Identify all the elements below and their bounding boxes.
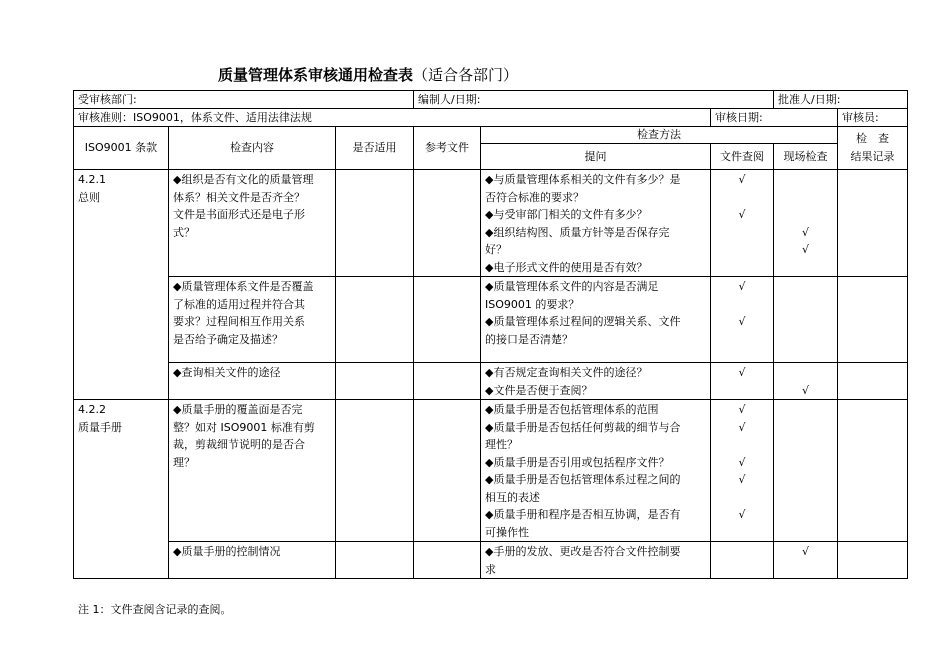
doc-review-cell [711,400,774,542]
col-applicable: 是否适用 [336,127,414,170]
table-row [74,542,908,579]
ref-docs-cell [414,277,481,363]
doc-review-cell [711,277,774,363]
question-line: ◆质量手册是否引用或包括程序文件？ [485,455,670,469]
content-line: 要求？过程间相互作用关系 [173,315,305,328]
clause-code: 4.2.2 [78,403,106,416]
auditor-label: 审核员: [838,109,908,127]
check-mark [774,331,837,349]
audit-date-label: 审核日期: [711,109,838,127]
question-line: 求 [485,562,496,576]
doc-review-cell [711,170,774,277]
ref-docs-cell [414,170,481,277]
check-mark [774,278,837,296]
question-line: 可操作性 [485,525,529,539]
title-main: 质量管理体系审核通用检查表 [218,66,414,84]
check-mark: √ [801,225,809,239]
table-row [74,170,908,277]
content-line: 了标准的适用过程并符合其 [173,297,305,311]
content-cell [169,277,336,363]
criteria-label: 审核准则：ISO9001，体系文件、适用法律法规 [74,109,711,127]
col-doc-review: 文件查阅 [711,144,774,170]
onsite-cell [774,542,838,579]
col-method: 检查方法 [481,127,838,144]
content-line: 体系？相关文件是否齐全？ [173,190,305,204]
question-line: 相互的表述 [485,490,540,504]
check-mark [711,561,773,579]
content-line: ◆组织是否有文化的质量管理 [173,173,314,186]
content-cell [169,542,336,579]
clause-cell [74,400,169,579]
col-result [838,127,908,170]
check-mark [774,471,837,489]
col-result-line-2: 结果记录 [850,150,895,163]
check-mark [774,364,837,382]
content-line: 整？如对 ISO9001 标准有剪 [173,420,315,434]
check-mark: √ [801,383,809,397]
result-cell [838,277,908,363]
dept-label: 受审核部门: [74,91,414,109]
col-clause: ISO9001 条款 [74,127,169,170]
check-mark [774,561,837,579]
check-mark [711,224,773,242]
question-line: ◆与质量管理体系相关的文件有多少？是 [485,173,681,186]
doc-review-cell [711,363,774,400]
question-line: ◆质量管理体系文件的内容是否满足 [485,280,659,293]
col-question: 提问 [481,144,711,170]
check-mark [774,419,837,437]
question-line: 好？ [485,243,507,256]
content-line: 理？ [173,455,195,469]
question-line: ◆质量手册和程序是否相互协调，是否有 [485,508,681,521]
column-header-row-1 [74,127,908,144]
check-mark [774,401,837,419]
question-line: ◆组织结构图、质量方针等是否保存完 [485,225,670,239]
check-mark [711,436,773,454]
col-content: 检查内容 [169,127,336,170]
header-row-1 [74,91,908,109]
table-row [74,400,908,542]
check-mark [711,331,773,349]
check-mark [774,506,837,524]
onsite-cell [774,400,838,542]
check-mark [711,189,773,207]
page-title [218,64,518,85]
applicable-cell [336,170,414,277]
result-cell [838,170,908,277]
question-line: 否符合标准的要求？ [485,190,584,204]
check-mark [774,189,837,207]
content-line: 裁，剪裁细节说明的是否合 [173,438,305,451]
clause-code: 4.2.1 [78,173,106,186]
check-mark [774,206,837,224]
clause-cell [74,170,169,400]
content-cell [169,363,336,400]
check-mark [774,489,837,507]
check-mark [774,259,837,277]
check-mark [711,543,773,561]
question-line: ◆质量手册是否包括管理体系过程之间的 [485,473,681,486]
check-mark: √ [738,455,746,469]
check-mark [711,241,773,259]
col-onsite: 现场检查 [774,144,838,170]
check-mark [774,313,837,331]
check-mark: √ [738,173,746,186]
check-mark: √ [801,545,809,558]
check-mark: √ [738,208,746,221]
content-cell [169,170,336,277]
onsite-cell [774,363,838,400]
check-mark [711,524,773,542]
check-mark [774,436,837,454]
question-cell [481,400,711,542]
check-mark: √ [738,315,746,328]
check-mark [774,296,837,314]
content-line: 文件是书面形式还是电子形 [173,208,305,221]
checklist-table [73,90,908,579]
table-row [74,277,908,363]
doc-review-cell [711,542,774,579]
check-mark [774,524,837,542]
check-mark: √ [738,473,746,486]
question-line: ◆手册的发放、更改是否符合文件控制要 [485,545,681,558]
applicable-cell [336,542,414,579]
approver-label: 批准人/日期: [774,91,908,109]
editor-label: 编制人/日期: [414,91,774,109]
question-line: 理性？ [485,438,518,451]
result-cell [838,542,908,579]
question-line: ◆与受审部门相关的文件有多少？ [485,208,648,221]
question-cell [481,170,711,277]
applicable-cell [336,363,414,400]
ref-docs-cell [414,400,481,542]
question-line: ◆质量手册是否包括管理体系的范围 [485,403,659,416]
content-cell [169,400,336,542]
footnote: 注 1：文件查阅含记录的查阅。 [78,603,232,616]
onsite-cell [774,277,838,363]
question-line: ◆质量手册是否包括任何剪裁的细节与合 [485,420,681,434]
check-mark [711,382,773,400]
content-line: 式？ [173,225,195,239]
check-mark: √ [738,403,746,416]
result-cell [838,363,908,400]
ref-docs-cell [414,542,481,579]
question-line: ISO9001 的要求？ [485,297,580,311]
applicable-cell [336,277,414,363]
applicable-cell [336,400,414,542]
question-cell [481,542,711,579]
question-line: ◆有否规定查询相关文件的途径？ [485,366,648,379]
check-mark: √ [738,420,746,434]
question-line: ◆电子形式文件的使用是否有效？ [485,260,648,274]
content-line: ◆质量手册的覆盖面是否完 [173,403,303,416]
content-line: ◆质量管理体系文件是否覆盖 [173,280,314,293]
header-row-2 [74,109,908,127]
check-mark [774,171,837,189]
question-cell [481,277,711,363]
content-line: 是否给予确定及描述？ [173,332,283,346]
content-line: ◆查询相关文件的途径 [173,366,281,379]
col-result-line-1: 检 查 [856,132,889,145]
onsite-cell [774,170,838,277]
clause-name: 总则 [78,190,100,204]
check-mark [711,259,773,277]
check-mark [711,296,773,314]
check-mark: √ [738,366,746,379]
question-cell [481,363,711,400]
clause-name: 质量手册 [78,420,122,434]
content-line: ◆质量手册的控制情况 [173,545,281,558]
col-ref-docs: 参考文件 [414,127,481,170]
result-cell [838,400,908,542]
check-mark: √ [738,280,746,293]
check-mark [774,454,837,472]
check-mark: √ [801,243,809,256]
table-row [74,363,908,400]
question-line: ◆文件是否便于查阅？ [485,383,593,397]
title-sub: （适合各部门） [413,66,519,84]
question-line: 的接口是否清楚？ [485,332,573,346]
check-mark: √ [738,508,746,521]
ref-docs-cell [414,363,481,400]
check-mark [711,489,773,507]
question-line: ◆质量管理体系过程间的逻辑关系、文件 [485,315,681,328]
